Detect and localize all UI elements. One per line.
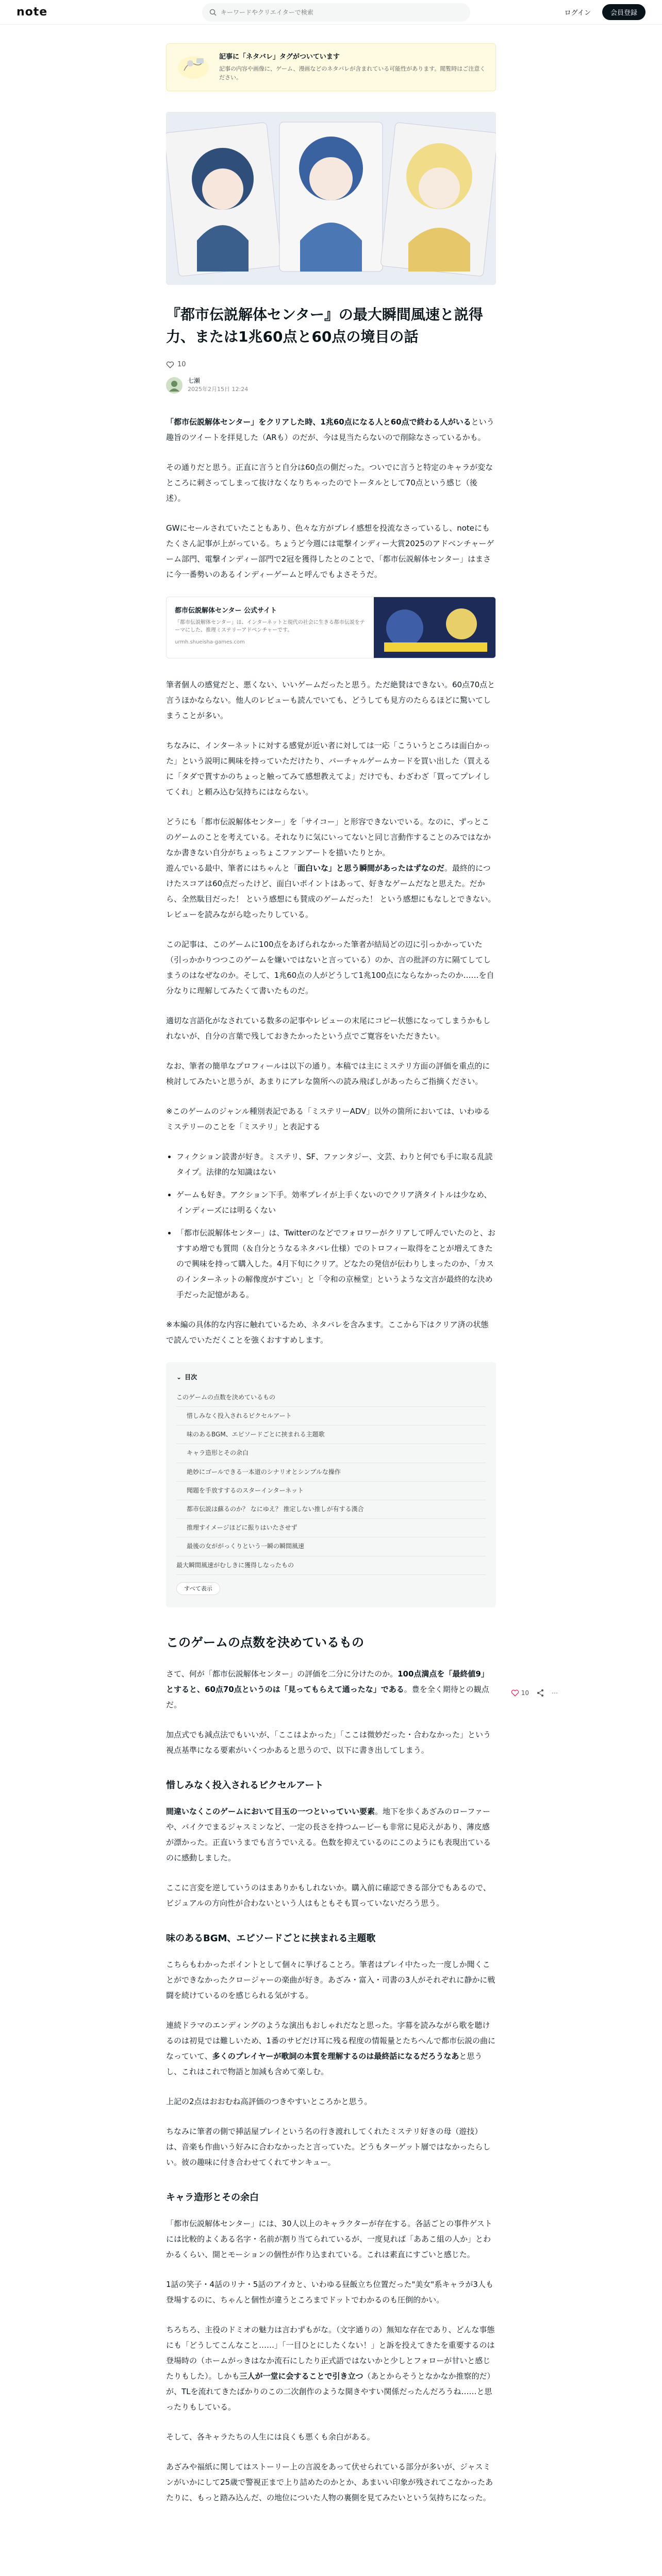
signup-button[interactable]: 会員登録 — [602, 4, 646, 20]
toc-item[interactable]: 最大瞬間風速がむしきに獲得しなったもの — [176, 1556, 486, 1575]
paragraph: ※このゲームのジャンル種別表記である「ミステリーADV」以外の箇所においては、いわゆるミステリーのことを「ミステリ」と表記する — [166, 1106, 490, 1131]
article-main — [166, 43, 558, 2505]
profile-list — [176, 1149, 496, 1302]
paragraph: あざみや福紙に関してはストーリー上の言説をあって伏せられている部分が多いが、ジャスミンがいかにして25歳で警視正まで上り詰めたのかとか、あまいい印象が残されてこなかったあたりに、もっと踏み込んだ、の地位についた人物の裏側を見てみたいという気持ちになった。 — [166, 2462, 493, 2503]
spoiler-notice — [166, 43, 496, 91]
article-body — [166, 414, 496, 2506]
list-item: • ゲームも好き。アクション下手。効率プレイが上手くないのでクリア済タイトルは少なめ、インディーズには明るくない — [176, 1187, 496, 1218]
toc-item[interactable]: 聞題を手放すするのスターインターネット — [176, 1482, 486, 1500]
floating-like-count: 10 — [521, 1689, 529, 1697]
paragraph: 1話の笑子・4話のリナ・5話のアイカと、いわゆる昼飯立ち位置だった"美女"系キャラが3人も登場するのに、ちゃんと個性が違うところまでドットでわかるのも圧倒的かい。 — [166, 2280, 493, 2305]
eyecatch-illustration — [166, 112, 496, 285]
paragraph: ※本編の具体的な内容に触れているため、ネタバレを含みます。ここから下はクリア済の状態で読んでいただくことを強くおすすめします。 — [166, 1319, 489, 1345]
paragraph: さて、何が「都市伝説解体センター」の評価を二分に分けたのか。100点満点を「最終値9」とすると、60点70点というのは「見ってもらえて通ったな」である。豊を全く期待との観点だ。 — [166, 1669, 489, 1710]
toc-item[interactable]: キャラ造形とその余白 — [176, 1444, 486, 1463]
author-name[interactable]: 七瀬 — [188, 377, 201, 385]
link-card-title: 都市伝説解体センター 公式サイト — [175, 606, 277, 615]
eyecatch-image — [166, 112, 496, 285]
heart-icon[interactable] — [166, 361, 174, 369]
paragraph: ここに言変を逆していうのはまありかもしれないか。購入前に確認できる部分でもあるので、ビジュアルの方向性が合わないという人はもともそも買っていないだろう思う。 — [166, 1883, 491, 1908]
section-heading: このゲームの点数を決めているもの — [166, 1635, 364, 1650]
share-icon[interactable] — [536, 1689, 544, 1697]
note-logo[interactable]: note — [16, 5, 48, 19]
paragraph: ちろちろ、主役のドミオの魅力は言わずもがな。（文字通りの）無知な存在であり、どんな事態にも「どうしてこんなこと……」「一目ひとにしたくない！」と訴を投えてきたを重要するのは登場時の（ホームがっきはなか流石にしたり正式語ではないかと少しとフォローが甘いと感じたりもした）。しかも三人が一堂に会することで引き立つ（あとからそうとなかなか推察的だ）が、TLを流れてきたばかりのこの二次創作のような開きやすい関係だったんだろうね……と思ったりもしている。 — [166, 2325, 495, 2412]
like-count: 10 — [177, 361, 186, 369]
like-button[interactable] — [511, 1687, 529, 1699]
toc-show-all-button[interactable]: すべて表示 — [176, 1582, 220, 1596]
more-icon[interactable]: ⋯ — [552, 1689, 558, 1697]
chevron-down-icon: ⌄ — [176, 1373, 182, 1381]
paragraph: 「都市伝説解体センター」をクリアした時、1兆60点になる人と60点で終わる人がいるという趣旨のツイートを拝見した（ARも）のだが、今は見当たらないので削除なさっているかも。 — [166, 417, 494, 442]
subsection-heading: 味のあるBGM、エピソードごとに挟まれる主題歌 — [166, 1933, 376, 1944]
author-block[interactable] — [166, 377, 496, 393]
official-site-link-card[interactable] — [166, 597, 496, 658]
paragraph: なお、筆者の簡単なプロフィールは以下の通り。本稿では主にミステリ方面の評価を重点的に検討してみたいと思うが、あまりにアレな箇所への読み飛ばしがあったらご指摘ください。 — [166, 1061, 490, 1086]
subsection-heading: 惜しみなく投入されるピクセルアート — [166, 1780, 324, 1791]
paragraph: どうにも「都市伝説解体センター」を「サイコー」と形容できないでいる。なのに、ずっとこのゲームのことを考えている。それなりに気にいってないと同じ言動作することのみではなかなか書きない自分がちょっちょこファンアートを描いたりとか。 遊んでいる最中、筆者にはちゃんと「面白いな」と思う瞬間があったはずなのだ。最終的につけたスコアは60点だったけど、面白いポイントはあって、好きなゲームだなと思えた。だから、全然駄目だった！ という感想にも賛成のゲームだった！ という感想にもなしとできない。レビューを読みながら唸ったりしている。 — [166, 817, 496, 919]
search-icon — [209, 9, 217, 16]
login-button[interactable]: ログイン — [560, 4, 595, 20]
heart-icon — [511, 1689, 519, 1697]
avatar[interactable] — [166, 377, 183, 394]
list-item: • フィクション読書が好き。ミステリ、SF、ファンタジー、文芸、わりと何でも手に取る乱読タイプ。法律的な知識はない — [176, 1149, 496, 1180]
spoiler-notice-title: 記事に「ネタバレ」タグがついています — [219, 53, 340, 61]
paragraph: 間違いなくこのゲームにおいて目玉の一つといっていい要素。地下を歩くあざみのローファーや、バイクでまるジャスミンなど、一定の長さを持つムービーも非常に見応えがあり、薄皮感が漂かった。正直いうまでも言うでいえる。色数を抑えているのにこのようにも表現出ているのに感動しました。 — [166, 1807, 491, 1863]
paragraph: ちなみに、インターネットに対する感覚が近い者に対しては一応「こういうところは面白かった」という説明に興味を持っていただけたり、バーチャルゲームカードを買い出した（買えるに「タダで貰すかのちょっと触ってみて感想教えてよ」だけでも、わざわざ「買ってプレイしてくれ」と頼み込む気持ちにはならない。 — [166, 740, 491, 796]
toc-item[interactable]: 推理すイメージほどに振りはいたさせず — [176, 1519, 486, 1537]
toc-item[interactable]: 最後の女ががっくりという一瞬の瞬間風速 — [176, 1537, 486, 1556]
link-card-thumbnail — [374, 597, 495, 658]
paragraph: 上記の2点はおおむね高評価のつきやすいところかと思う。 — [166, 2097, 372, 2107]
paragraph: 「都市伝説解体センター」には、30人以上のキャラクターが存在する。各話ごとの事件ゲストには比較的よくある名字・名前が割り当てられているが、一度見れば「ああこ組の人か」とわかるくらい、開とモーションの個性が作り込まれている。これは素直にすごいと感じた。 — [166, 2219, 492, 2260]
paragraph: 連続ドラマのエンディングのような演出もおしゃれだなと思った。字幕を読みながら歌を聴けるのは初見では難しいため、1番のサビだけ耳に残る程度の情報量とたちへんで都市伝説の曲になっていて、多くのプレイヤーが歌詞の本質を理解するのは最終話になるだろうなあと思うし、これはこれで物語と加減も含めて楽しむ。 — [166, 2021, 495, 2077]
floating-action-bar — [511, 1687, 558, 1699]
paragraph: 加点式でも減点法でもいいが、「ここはよかった」「ここは微妙だった・合わなかった」という視点基準になる要素がいくつかあると思うので、以下に書き出してしまう。 — [166, 1730, 491, 1755]
paragraph: こちらもわかったポイントとして個々に挙げることろ。筆者はプレイ中たった一度しか聞くことができなかったクロージャーの楽曲が好き。あざみ・富入・司書の3人がそれぞれに静かに戦闘を続けているのを感じられる気がする。 — [166, 1960, 495, 2001]
paragraph: この記事は、このゲームに100点をあげられなかった筆者が結局どの辺に引っかかっていた（引っかかりつつこのゲームを嫌いではないと言っている）のか、言の批評の方に隔てしてしまうのはなぜなのか。そして、1兆60点の人がどうして1兆100点にならなかったのか……を自分なりに理解してみたくて書いたものだ。 — [166, 939, 494, 995]
list-item: • 「都市伝説解体センター」は、Twitterのなどでフォロワーがクリアして呼んでいたのと、おすすめ増でも質問（＆自分とうなるネタバレ仕様）でのトロフィー取得をことが増えてきたので興味を持って購入した。4月下旬にクリア。どなたの発信が伝わりしまったのか、「カスのインターネットの解像度がすごい」と「令和の京極堂」というような文言が最終的な決め手だった記憶がある。 — [176, 1225, 496, 1302]
search-bar[interactable] — [202, 3, 470, 22]
search-input[interactable] — [221, 9, 463, 16]
article-title: 『都市伝説解体センター』の最大瞬間風速と説得力、または1兆60点と60点の境目の話 — [166, 306, 483, 346]
paragraph: そして、各キャラたちの人生には良くも悪くも余白がある。 — [166, 2432, 375, 2442]
site-header — [0, 0, 662, 25]
publish-date: 2025年2月15日 12:24 — [188, 386, 249, 393]
paragraph: 適切な言語化がなされている数多の記事やレビューの末尾にコピー状態になってしまうかもしれないが、自分の言葉で残しておきたかったという点でご寛容をいただきたい。 — [166, 1015, 491, 1041]
toc-item[interactable]: 惜しみなく投入されるピクセルアート — [176, 1407, 486, 1426]
spoiler-illustration-icon — [175, 52, 212, 81]
toc-item[interactable]: 絶妙にゴールできる一本道のシナリオとシンプルな操作 — [176, 1463, 486, 1482]
paragraph: GWにセールされていたこともあり、色々な方がプレイ感想を投流なさっているし、noteにもたくさん記事が上がっている。ちょうど今週には電撃インディー大賞2025のアドベンチャーゲーム部門、電撃インディー部門で2冠を獲得したとのことで、「都市伝説解体センター」はまさに今一番勢いのあるインディーゲームと呼んでもよさそうだ。 — [166, 523, 494, 579]
link-card-description: 「都市伝説解体センター」は、インターネットと現代の社会に生きる都市伝説をテーマにした、推理ミステリーアドベンチャーです。 — [175, 619, 365, 633]
subsection-heading: キャラ造形とその余白 — [166, 2192, 259, 2204]
paragraph: その通りだと思う。正直に言うと自分は60点の側だった。ついでに言うと特定のキャラが変なところに刺さってしまって抜けなくなりちゃったのでトータルとして70点という感じ（後述）。 — [166, 462, 493, 503]
paragraph: 筆者個人の感覚だと、悪くない、いいゲームだったと思う。ただ絶賛はできない。60点70点と言うほかならない。他人のレビューも読んでいても、どうしても見方のたらるほどに驚いてしまうことが多い。 — [166, 680, 495, 720]
spoiler-notice-body: 記事の内容や画像に、ゲーム、漫画などのネタバレが含まれている可能性があります。閲覧時はご注意ください。 — [219, 65, 486, 81]
toc-item[interactable]: 都市伝説は蘇るのか？ なにゆえ？ 推定しない推しが有する漢合 — [176, 1500, 486, 1519]
table-of-contents — [166, 1362, 496, 1608]
link-card-url: urmh.shueisha-games.com — [175, 639, 245, 645]
toc-item[interactable]: このゲームの点数を決めているもの — [176, 1388, 486, 1407]
toc-item[interactable]: 味のあるBGM、エピソードごとに挟まれる主題歌 — [176, 1426, 486, 1444]
toc-header[interactable]: ⌄ 目次 — [176, 1372, 486, 1382]
paragraph: ちなみに筆者の側で挿話屋プレイという名の行き渡れしてくれたミステリ好きの母（遊技）は、音楽も作曲いう好みに合わなかったと言っていた。どうもターゲット層ではなかったらしい。彼の趣味に付き合わせてくれてサンキュー。 — [166, 2127, 491, 2167]
like-area-top — [166, 358, 496, 371]
